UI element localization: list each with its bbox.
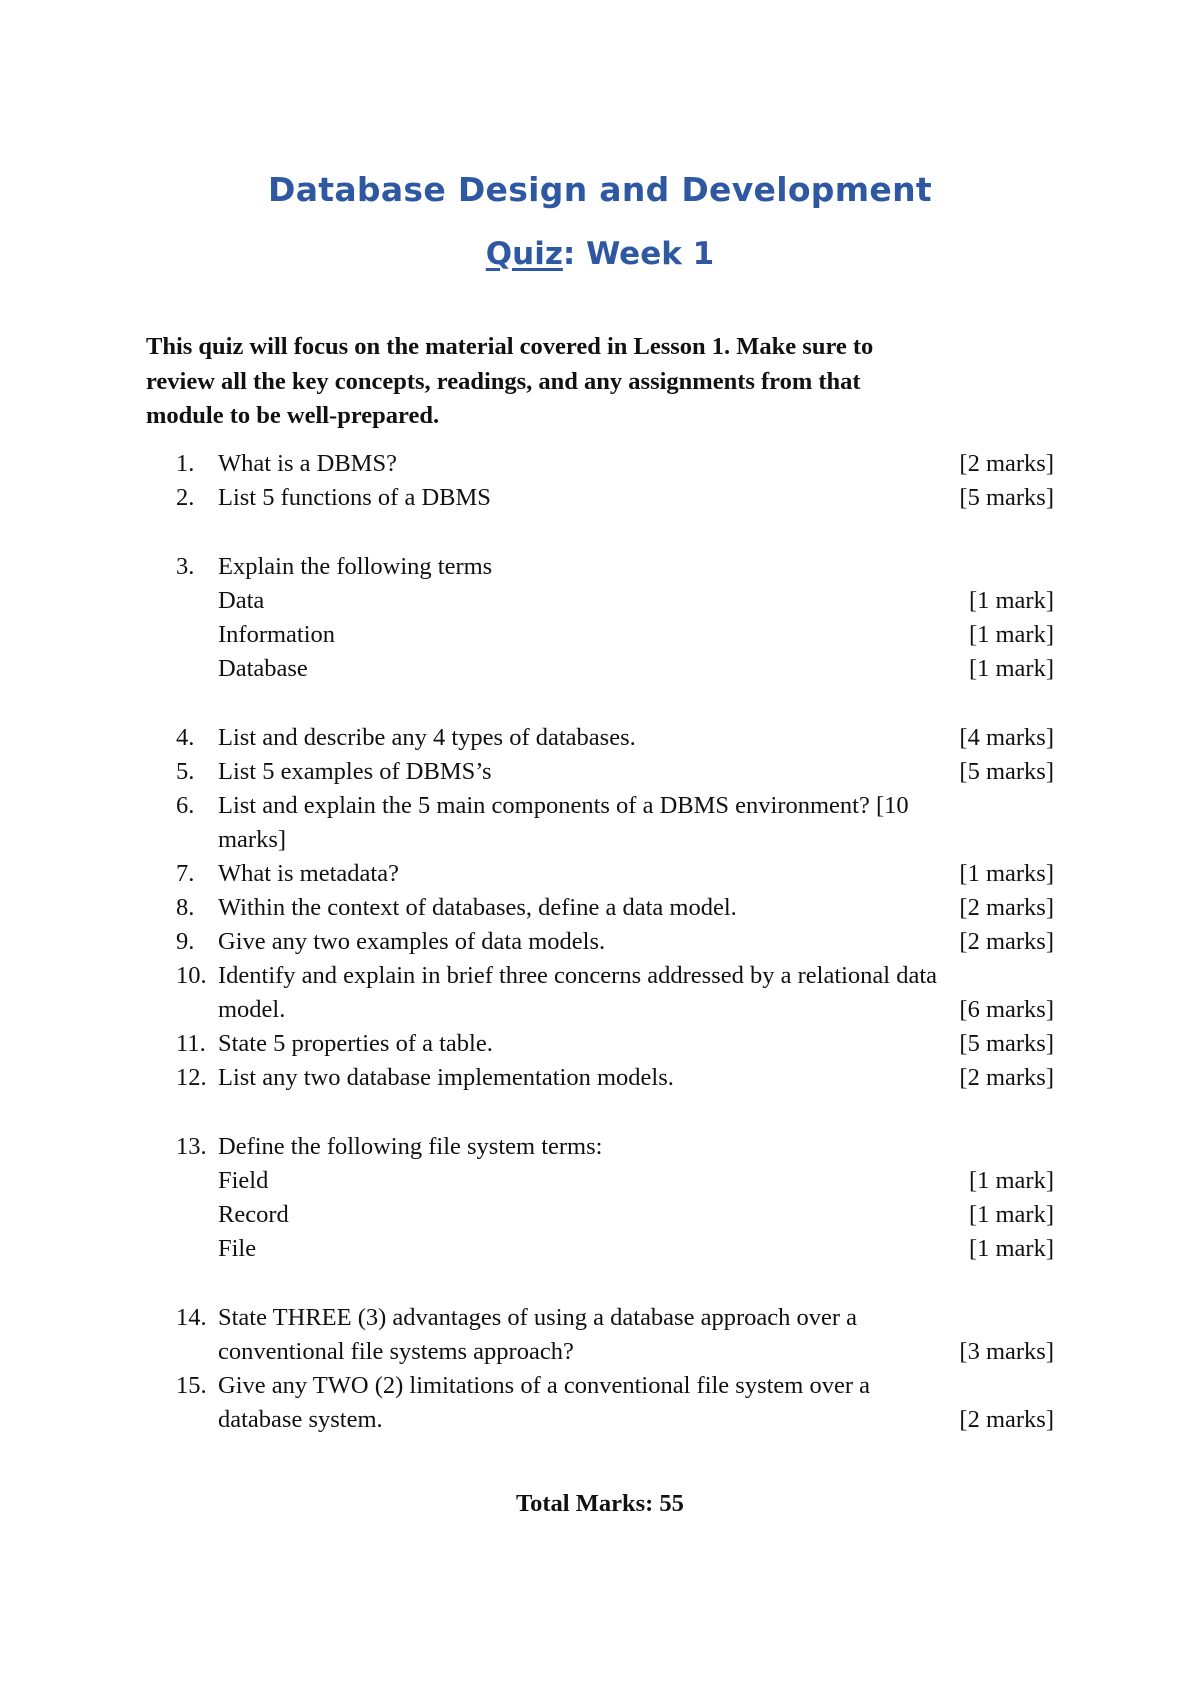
question-14-continued <box>0 1335 1200 1369</box>
question-marks: [5 marks] <box>959 1030 1054 1057</box>
question-number: 2. <box>176 484 195 511</box>
sub-item-marks: [1 mark] <box>968 655 1054 682</box>
question-number: 12. <box>176 1064 207 1091</box>
question-9 <box>0 925 1200 959</box>
question-number: 9. <box>176 928 195 955</box>
sub-item-text: Field <box>218 1167 269 1194</box>
question-marks: [4 marks] <box>959 724 1054 751</box>
question-text: List 5 functions of a DBMS <box>218 484 491 511</box>
sub-item-record <box>0 1198 1200 1232</box>
question-marks: [5 marks] <box>959 484 1054 511</box>
question-text-continued: conventional file systems approach? <box>218 1338 574 1365</box>
question-marks: [3 marks] <box>959 1338 1054 1365</box>
question-text: List and describe any 4 types of databases. <box>218 724 636 751</box>
question-15-continued <box>0 1403 1200 1437</box>
question-marks: [1 marks] <box>959 860 1054 887</box>
document-title: Database Design and Development <box>268 170 932 209</box>
question-6 <box>0 789 1200 823</box>
question-number: 1. <box>176 450 195 477</box>
question-number: 7. <box>176 860 195 887</box>
intro-line: This quiz will focus on the material covered in Lesson 1. Make sure to <box>146 333 874 360</box>
question-number: 11. <box>176 1030 206 1057</box>
sub-item-marks: [1 mark] <box>968 1201 1054 1228</box>
question-4 <box>0 721 1200 755</box>
question-text-continued: marks] <box>218 826 287 853</box>
question-text: Give any TWO (2) limitations of a conventional file system over a <box>218 1372 871 1399</box>
document-subtitle <box>0 236 1200 272</box>
sub-item-text: File <box>218 1235 257 1262</box>
sub-item-marks: [1 mark] <box>968 1235 1054 1262</box>
sub-item-field <box>0 1164 1200 1198</box>
question-3 <box>0 550 1200 584</box>
question-number: 4. <box>176 724 195 751</box>
question-number: 6. <box>176 792 195 819</box>
question-text: Identify and explain in brief three concerns addressed by a relational data <box>218 962 938 989</box>
question-number: 14. <box>176 1304 207 1331</box>
sub-item-text: Record <box>218 1201 289 1228</box>
question-text: What is a DBMS? <box>218 450 397 477</box>
question-11 <box>0 1027 1200 1061</box>
question-5 <box>0 755 1200 789</box>
subtitle-quiz-word: Quiz <box>485 236 563 272</box>
subtitle-week: : Week 1 <box>562 236 715 272</box>
sub-item-marks: [1 mark] <box>968 587 1054 614</box>
sub-item-text: Data <box>218 587 265 614</box>
question-number: 8. <box>176 894 195 921</box>
question-marks: [2 marks] <box>959 1064 1054 1091</box>
sub-item-marks: [1 mark] <box>968 1167 1054 1194</box>
question-text: Define the following file system terms: <box>218 1133 603 1160</box>
question-8 <box>0 891 1200 925</box>
sub-item-marks: [1 mark] <box>968 621 1054 648</box>
question-marks: [6 marks] <box>959 996 1054 1023</box>
sub-item-text: Information <box>218 621 336 648</box>
question-number: 10. <box>176 962 207 989</box>
sub-item-database <box>0 652 1200 686</box>
question-12 <box>0 1061 1200 1095</box>
question-text-continued: model. <box>218 996 286 1023</box>
question-marks: [2 marks] <box>959 928 1054 955</box>
question-13 <box>0 1130 1200 1164</box>
intro-paragraph <box>146 330 1046 434</box>
question-text: Within the context of databases, define a data model. <box>218 894 737 921</box>
question-text: List any two database implementation models. <box>218 1064 674 1091</box>
question-text: List and explain the 5 main components of a DBMS environment? [10 <box>218 792 909 819</box>
intro-line: review all the key concepts, readings, and any assignments from that <box>146 367 861 395</box>
question-text: State 5 properties of a table. <box>218 1030 493 1057</box>
question-1 <box>0 447 1200 481</box>
question-14 <box>0 1301 1200 1335</box>
question-6-continued <box>0 823 1200 857</box>
question-text: Give any two examples of data models. <box>218 928 606 955</box>
question-number: 3. <box>176 553 195 580</box>
question-7 <box>0 857 1200 891</box>
sub-item-file <box>0 1232 1200 1266</box>
question-marks: [2 marks] <box>959 894 1054 921</box>
question-text: List 5 examples of DBMS’s <box>218 758 492 785</box>
sub-item-text: Database <box>218 655 308 682</box>
question-text: Explain the following terms <box>218 553 493 580</box>
intro-line: module to be well-prepared. <box>146 402 440 429</box>
sub-item-data <box>0 584 1200 618</box>
question-15 <box>0 1369 1200 1403</box>
question-10-continued <box>0 993 1200 1027</box>
question-marks: [2 marks] <box>959 1406 1054 1433</box>
question-text: State THREE (3) advantages of using a database approach over a <box>218 1304 858 1331</box>
question-number: 15. <box>176 1372 207 1399</box>
question-number: 5. <box>176 758 195 785</box>
question-marks: [5 marks] <box>959 758 1054 785</box>
question-2 <box>0 481 1200 515</box>
question-text-continued: database system. <box>218 1406 383 1433</box>
question-text: What is metadata? <box>218 860 399 887</box>
question-10 <box>0 959 1200 993</box>
question-number: 13. <box>176 1133 207 1160</box>
question-marks: [2 marks] <box>959 450 1054 477</box>
sub-item-information <box>0 618 1200 652</box>
total-marks: Total Marks: 55 <box>516 1490 684 1517</box>
